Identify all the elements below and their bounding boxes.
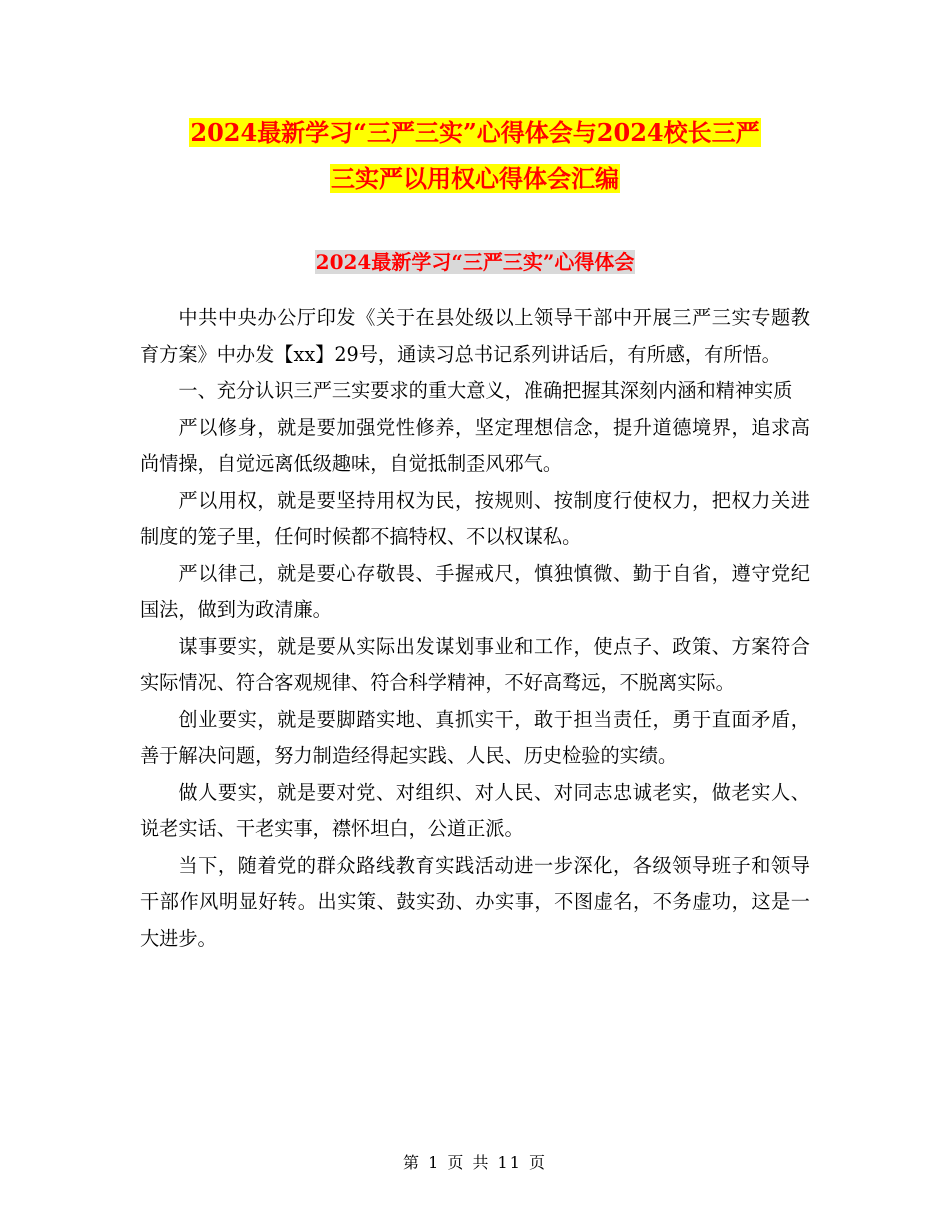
document-title — [120, 110, 830, 202]
paragraph: 中共中央办公厅印发《关于在县处级以上领导干部中开展三严三实专题教育方案》中办发【xx】29号，通读习总书记系列讲话后，有所感，有所悟。 — [140, 306, 810, 366]
paragraph: 谋事要实，就是要从实际出发谋划事业和工作，使点子、政策、方案符合实际情况、符合客观规律、符合科学精神，不好高骛远，不脱离实际。 — [140, 634, 810, 694]
paragraph: 一、充分认识三严三实要求的重大意义，准确把握其深刻内涵和精神实质 — [178, 379, 793, 402]
title-line-2: 三实严以用权心得体会汇编 — [331, 164, 619, 193]
section-subtitle — [140, 244, 810, 280]
page-footer: 第 1 页 共 11 页 — [403, 1153, 547, 1172]
subtitle-text: 2024最新学习“三严三实”心得体会 — [315, 250, 635, 274]
body-text — [140, 300, 810, 957]
paragraph: 当下，随着党的群众路线教育实践活动进一步深化，各级领导班子和领导干部作风明显好转。出实策、鼓实劲、办实事，不图虚名，不务虚功，这是一大进步。 — [140, 853, 810, 950]
paragraph: 严以律己，就是要心存敬畏、手握戒尺，慎独慎微、勤于自省，遵守党纪国法，做到为政清廉。 — [140, 561, 810, 621]
paragraph: 做人要实，就是要对党、对组织、对人民、对同志忠诚老实，做老实人、说老实话、干老实事，襟怀坦白，公道正派。 — [140, 780, 810, 840]
title-line-1: 2024最新学习“三严三实”心得体会与2024校长三严 — [190, 118, 760, 147]
paragraph: 严以用权，就是要坚持用权为民，按规则、按制度行使权力，把权力关进制度的笼子里，任何时候都不搞特权、不以权谋私。 — [140, 488, 810, 548]
paragraph: 严以修身，就是要加强党性修养，坚定理想信念，提升道德境界，追求高尚情操，自觉远离低级趣味，自觉抵制歪风邪气。 — [140, 415, 810, 475]
paragraph: 创业要实，就是要脚踏实地、真抓实干，敢于担当责任，勇于直面矛盾，善于解决问题，努力制造经得起实践、人民、历史检验的实绩。 — [140, 707, 810, 767]
